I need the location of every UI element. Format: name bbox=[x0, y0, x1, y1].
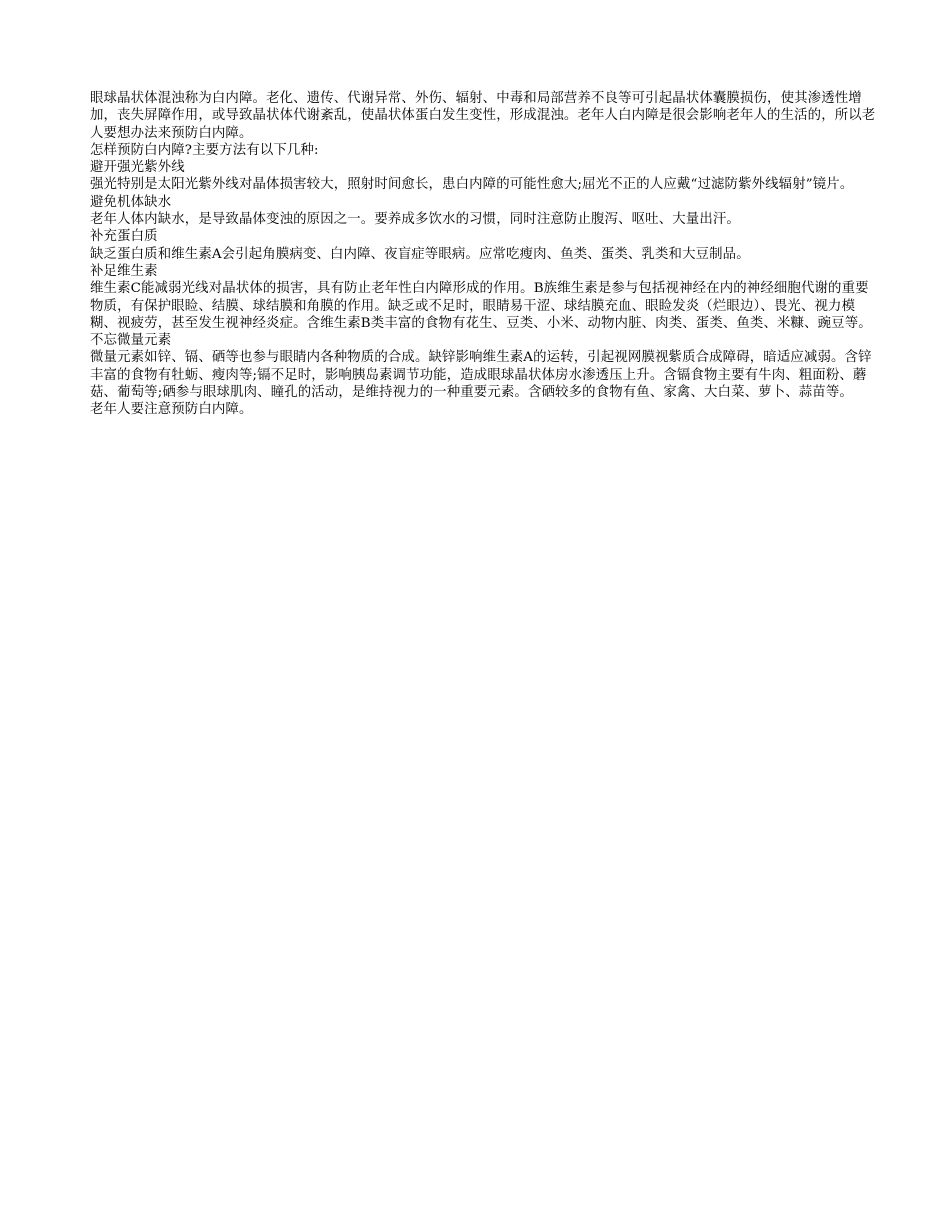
section-body: 老年人体内缺水，是导致晶体变浊的原因之一。要养成多饮水的习惯，同时注意防止腹泻、呕吐、大量出汗。 bbox=[90, 212, 740, 228]
question-line: 怎样预防白内障?主要方法有以下几种: bbox=[90, 142, 319, 158]
section-heading: 避开强光紫外线 bbox=[90, 160, 185, 176]
section-uv bbox=[90, 159, 880, 194]
section-body: 维生素C能减弱光线对晶状体的损害，具有防止老年性白内障形成的作用。B族维生素是参与包括视神经在内的神经细胞代谢的重要物质，有保护眼睑、结膜、球结膜和角膜的作用。缺乏或不足时，眼睛易干涩、球结膜充血、眼睑发炎（烂眼边）、畏光、视力模糊、视疲劳，甚至发生视神经炎症。含维生素B类丰富的食物有花生、豆类、小米、动物内脏、肉类、蛋类、鱼类、米糠、豌豆等。 bbox=[90, 281, 872, 331]
section-heading: 补足维生素 bbox=[90, 263, 158, 279]
section-heading: 补充蛋白质 bbox=[90, 229, 158, 245]
intro-paragraph: 眼球晶状体混浊称为白内障。老化、遗传、代谢异常、外伤、辐射、中毒和局部营养不良等可引起晶状体囊膜损伤，使其渗透性增加，丧失屏障作用，或导致晶状体代谢紊乱，使晶状体蛋白发生变性，形成混浊。老年人白内障是很会影响老年人的生活的，所以老人要想办法来预防白内障。 bbox=[90, 91, 876, 141]
section-heading: 避免机体缺水 bbox=[90, 194, 172, 210]
section-body: 微量元素如锌、镉、硒等也参与眼睛内各种物质的合成。缺锌影响维生素A的运转，引起视网膜视紫质合成障碍，暗适应减弱。含锌丰富的食物有牡蛎、瘦肉等;镉不足时，影响胰岛素调节功能，造成眼球晶状体房水渗透压上升。含镉食物主要有牛肉、粗面粉、蘑菇、葡萄等;硒参与眼球肌肉、瞳孔的活动，是维持视力的一种重要元素。含硒较多的食物有鱼、家禽、大白菜、萝卜、蒜苗等。 bbox=[90, 350, 872, 401]
section-vitamins bbox=[90, 263, 880, 332]
section-trace-elements bbox=[90, 332, 880, 401]
document-page bbox=[90, 90, 880, 419]
section-heading: 不忘微量元素 bbox=[90, 333, 172, 349]
section-body: 强光特别是太阳光紫外线对晶体损害较大，照射时间愈长，患白内障的可能性愈大;屈光不正的人应戴“过滤防紫外线辐射”镜片。 bbox=[90, 177, 854, 193]
section-protein bbox=[90, 228, 880, 263]
closing-line: 老年人要注意预防白内障。 bbox=[90, 402, 253, 418]
section-body: 缺乏蛋白质和维生素A会引起角膜病变、白内障、夜盲症等眼病。应常吃瘦肉、鱼类、蛋类、乳类和大豆制品。 bbox=[90, 246, 750, 262]
section-water bbox=[90, 194, 880, 229]
